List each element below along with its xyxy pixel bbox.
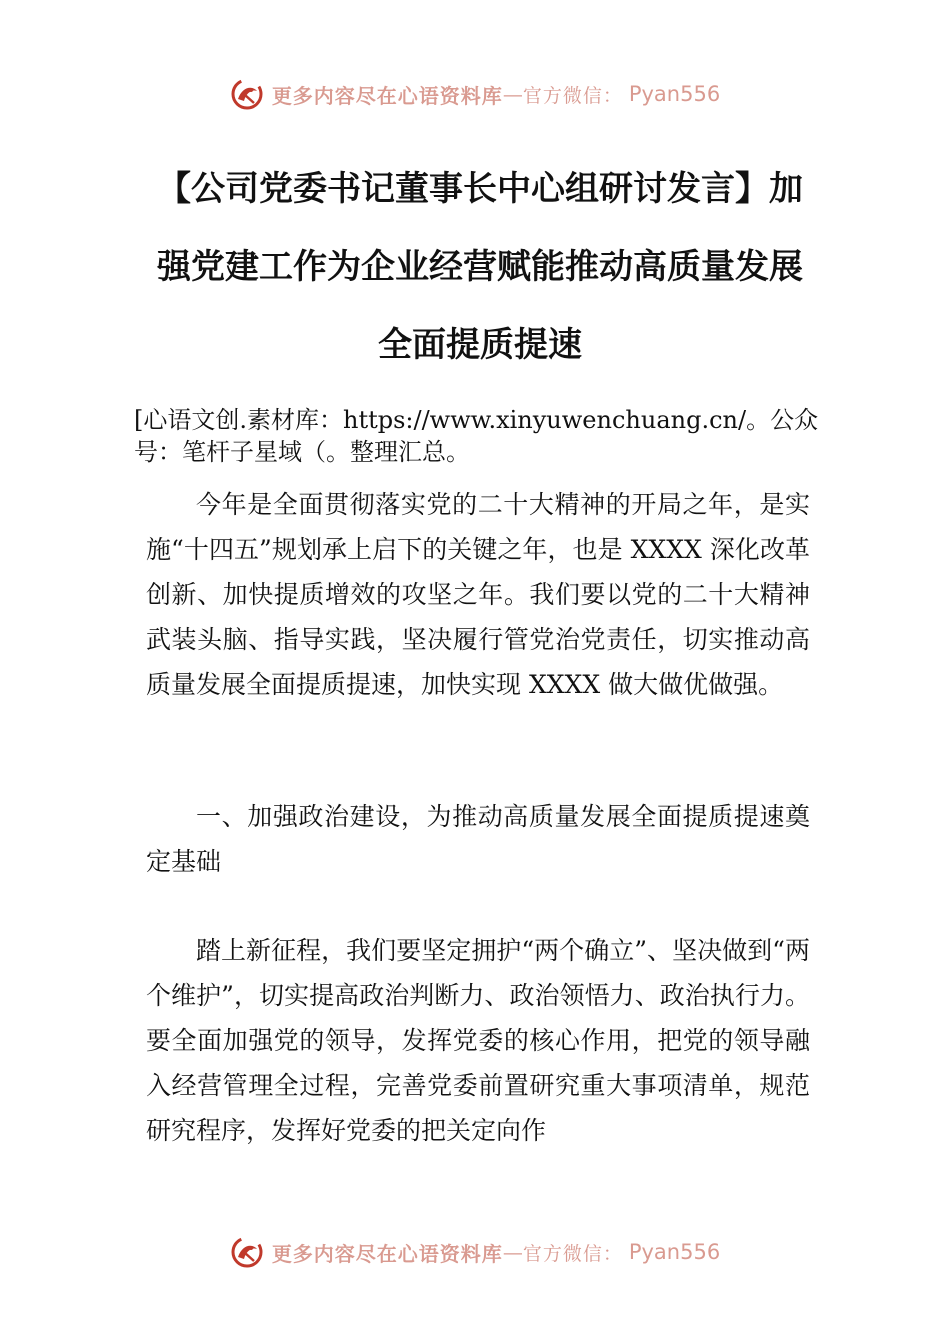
source-note: [心语文创.素材库：https://www.xinyuwenchuang.cn/。公众号：笔杆子星域（。整理汇总。	[134, 406, 819, 466]
red-ink-dragon-seal-icon	[230, 1235, 264, 1269]
body-paragraph: 今年是全面贯彻落实党的二十大精神的开局之年，是实施“十四五”规划承上启下的关键之年，也是 XXXX 深化改革创新、加快提质增效的攻坚之年。我们要以党的二十大精神武装头脑、指导实践，坚决履行管党治党责任，切实推动高质量发展全面提质提速，加快实现 XXXX 做大做优做强。	[146, 490, 810, 699]
body-paragraph: 踏上新征程，我们要坚定拥护“两个确立”、坚决做到“两个维护”，切实提高政治判断力、政治领悟力、政治执行力。要全面加强党的领导，发挥党委的核心作用，把党的领导融入经营管理全过程，完善党委前置研究重大事项清单，规范研究程序，发挥好党委的把关定向作	[146, 936, 810, 1145]
banner-contact-label: 官方微信：	[522, 84, 623, 107]
red-ink-dragon-seal-icon	[230, 77, 264, 111]
banner-separator: —	[502, 1240, 523, 1264]
banner-text: 更多内容尽在心语资料库	[271, 83, 503, 108]
banner-wechat-handle: Pyan556	[628, 1240, 721, 1264]
header-watermark-banner	[0, 74, 950, 114]
banner-separator: —	[502, 82, 523, 106]
banner-contact-label: 官方微信：	[522, 1242, 623, 1265]
banner-wechat-handle: Pyan556	[628, 82, 721, 106]
document-title: 【公司党委书记董事长中心组研讨发言】加强党建工作为企业经营赋能推动高质量发展全面提质提速	[157, 169, 803, 365]
footer-watermark-banner	[0, 1232, 950, 1272]
section-heading: 一、加强政治建设，为推动高质量发展全面提质提速奠定基础	[146, 802, 810, 876]
banner-text: 更多内容尽在心语资料库	[271, 1241, 503, 1266]
